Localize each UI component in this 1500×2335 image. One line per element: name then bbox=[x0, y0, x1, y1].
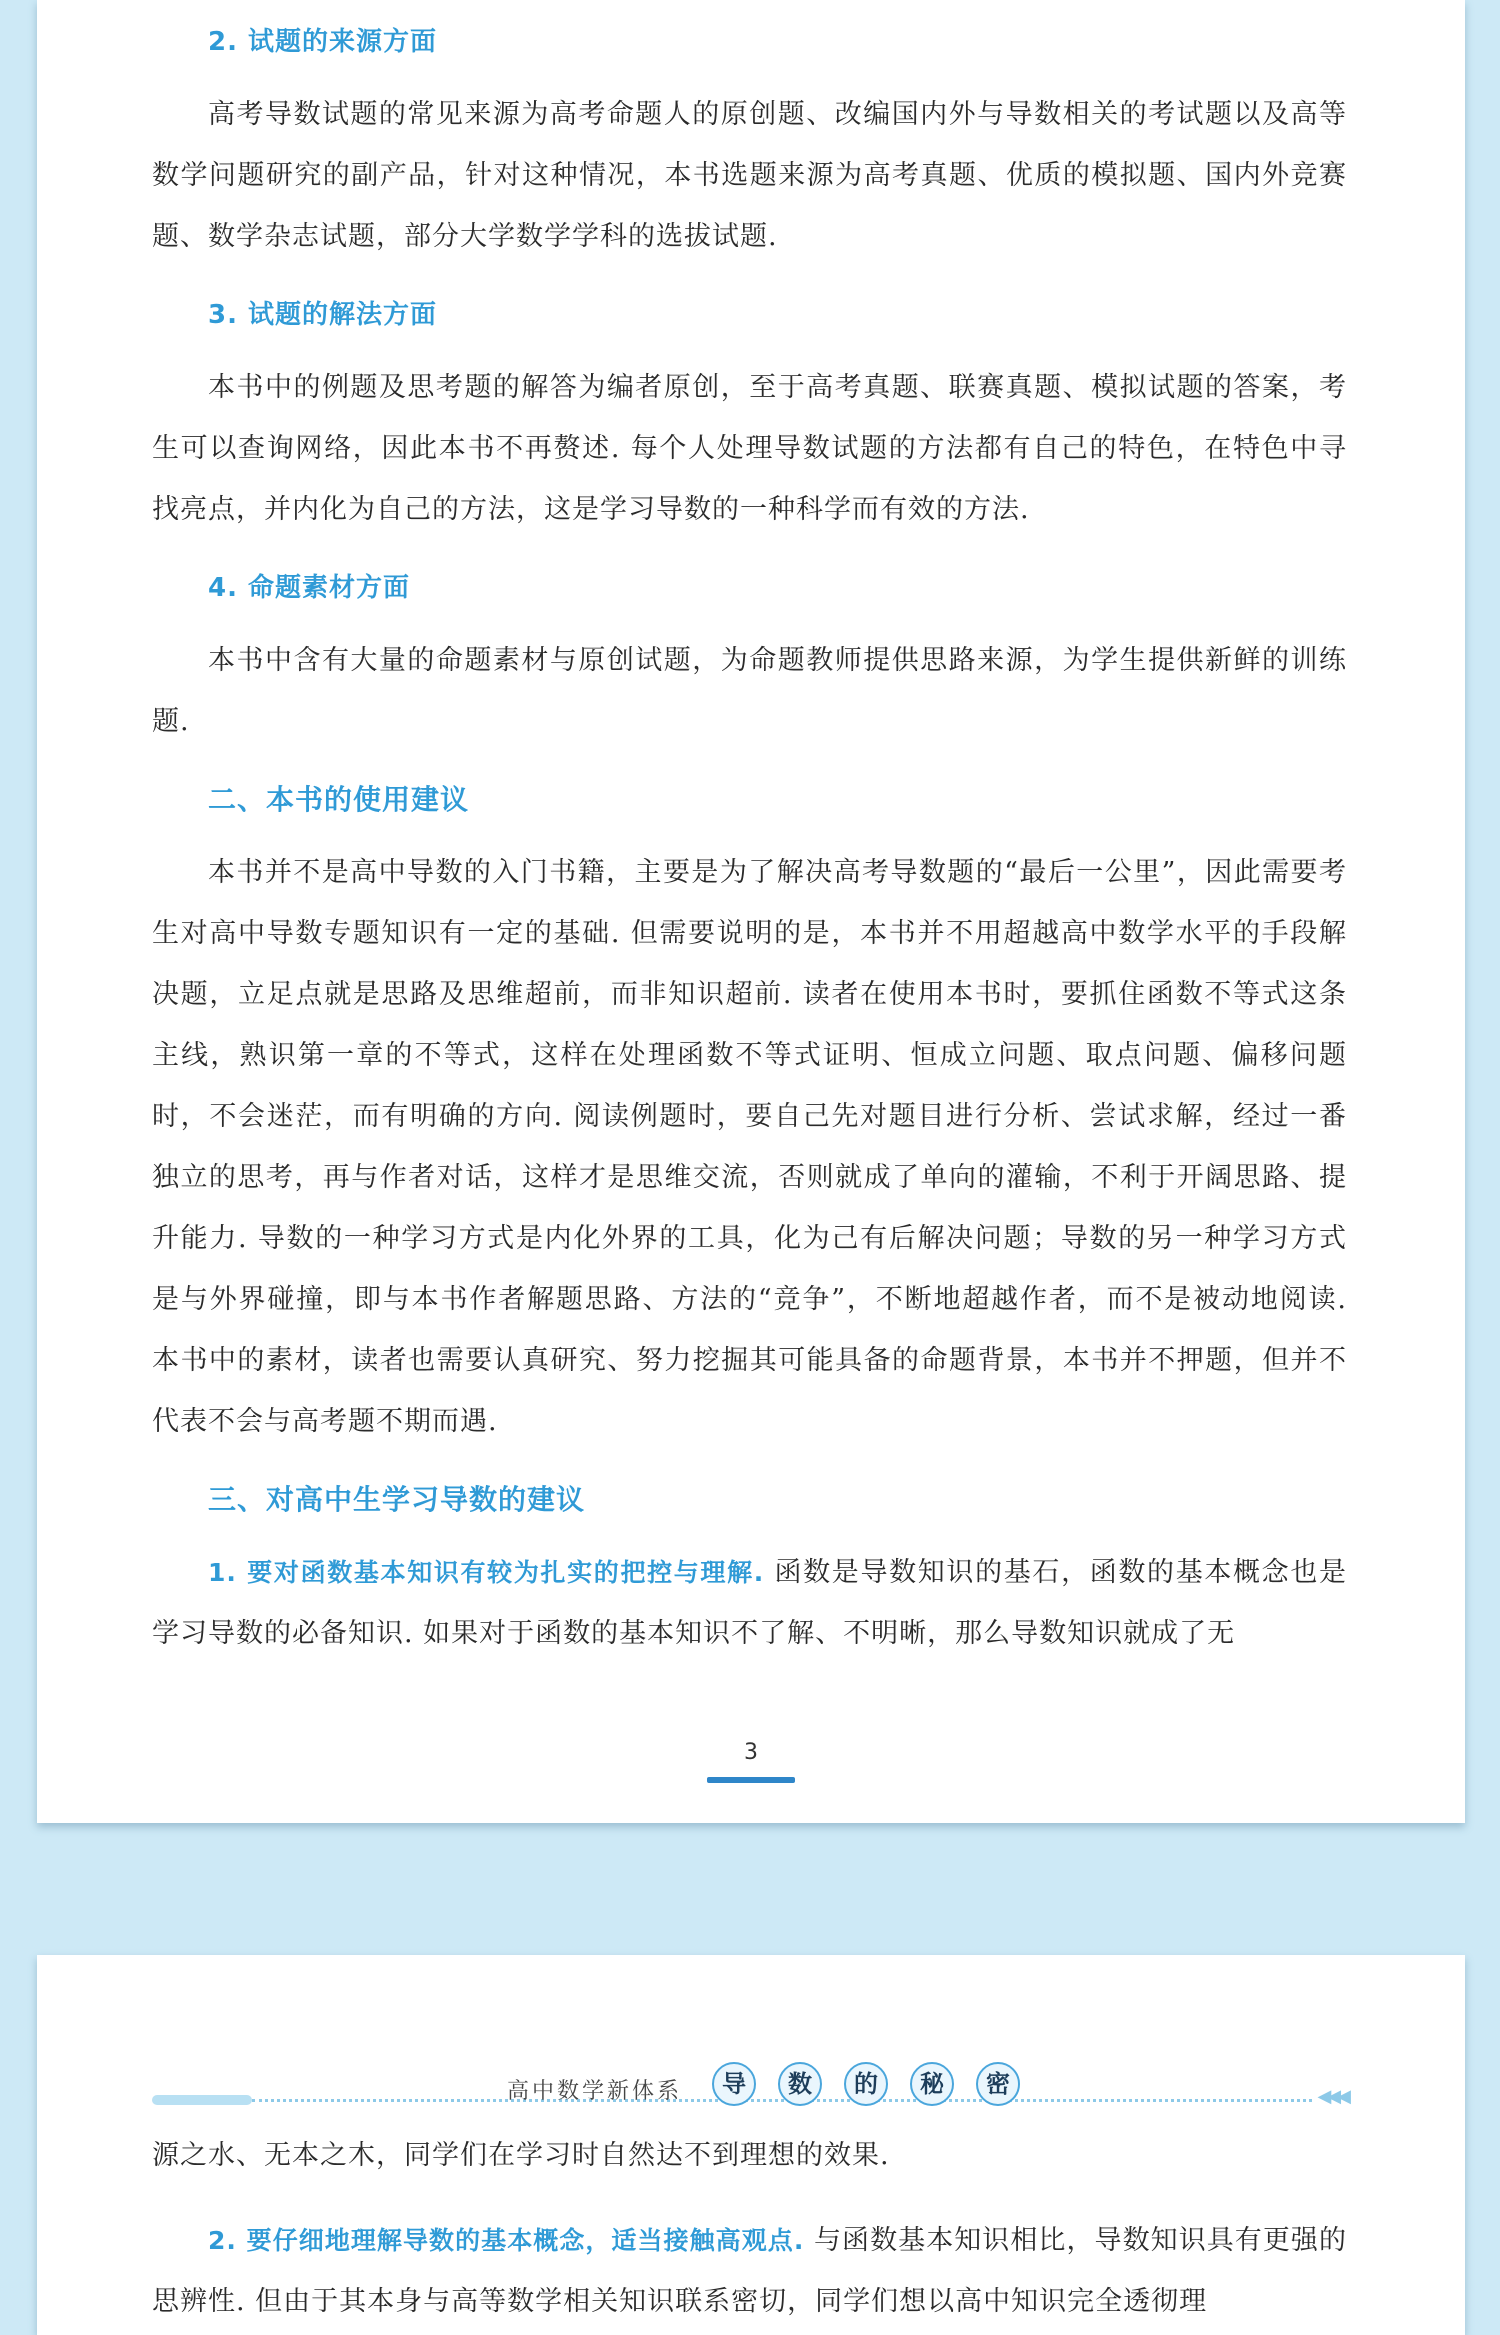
subheading-material: 4. 命题素材方面 bbox=[208, 573, 411, 603]
paragraph-source: 高考导数试题的常见来源为高考命题人的原创题、改编国内外与导数相关的考试题以及高等数学问题研究的副产品，针对这种情况，本书选题来源为高考真题、优质的模拟题、国内外竞赛题、数学杂志试题，部分大学数学学科的选拔试题. bbox=[152, 99, 1347, 252]
page-content bbox=[152, 2125, 1347, 2335]
subheading-solutions: 3. 试题的解法方面 bbox=[208, 300, 438, 330]
header-bar bbox=[152, 2095, 252, 2105]
title-char: 密 bbox=[976, 2062, 1020, 2106]
paragraph-material: 本书中含有大量的命题素材与原创试题，为命题教师提供思路来源，为学生提供新鲜的训练题. bbox=[152, 645, 1347, 737]
page-number-underline bbox=[707, 1777, 795, 1783]
page-number: 3 bbox=[744, 1740, 758, 1765]
header-arrows-icon: ◀◀◀ bbox=[1317, 2086, 1347, 2107]
title-char: 数 bbox=[778, 2062, 822, 2106]
section-heading-usage: 二、本书的使用建议 bbox=[208, 783, 470, 816]
subheading-source: 2. 试题的来源方面 bbox=[208, 27, 438, 57]
title-char: 导 bbox=[712, 2062, 756, 2106]
highlight-text: 1. 要对函数基本知识有较为扎实的把控与理解. bbox=[208, 1558, 765, 1587]
page-content bbox=[152, 18, 1347, 1688]
paragraph-advice-2 bbox=[152, 2210, 1347, 2332]
paragraph-continuation: 源之水、无本之木，同学们在学习时自然达不到理想的效果. bbox=[152, 2140, 890, 2171]
title-char: 的 bbox=[844, 2062, 888, 2106]
running-header bbox=[152, 2050, 1347, 2107]
book-page-3 bbox=[37, 0, 1465, 1823]
paragraph-text: 函数是导数知识的基石，函数的基本概念也是学习导数的必备知识. 如果对于函数的基本知识不了解、不明晰，那么导数知识就成了无 bbox=[152, 1557, 1347, 1649]
paragraph-advice-1 bbox=[152, 1542, 1347, 1664]
highlight-text: 2. 要仔细地理解导数的基本概念，适当接触高观点. bbox=[208, 2226, 805, 2255]
series-title: 高中数学新体系 bbox=[507, 2079, 683, 2104]
section-heading-advice: 三、对高中生学习导数的建议 bbox=[208, 1483, 586, 1516]
paragraph-text: 与函数基本知识相比，导数知识具有更强的思辨性. 但由于其本身与高等数学相关知识联系密切，同学们想以高中知识完全透彻理 bbox=[152, 2225, 1347, 2317]
paragraph-solutions: 本书中的例题及思考题的解答为编者原创，至于高考真题、联赛真题、模拟试题的答案，考生可以查询网络，因此本书不再赘述. 每个人处理导数试题的方法都有自己的特色，在特色中寻找亮点，并内化为自己的方法，这是学习导数的一种科学而有效的方法. bbox=[152, 372, 1347, 525]
title-char: 秘 bbox=[910, 2062, 954, 2106]
book-page-4 bbox=[37, 1955, 1465, 2335]
book-title bbox=[712, 2062, 1020, 2106]
paragraph-usage: 本书并不是高中导数的入门书籍，主要是为了解决高考导数题的“最后一公里”，因此需要考生对高中导数专题知识有一定的基础. 但需要说明的是，本书并不用超越高中数学水平的手段解决题，立足点就是思路及思维超前，而非知识超前. 读者在使用本书时，要抓住函数不等式这条主线，熟识第一章的不等式，这样在处理函数不等式证明、恒成立问题、取点问题、偏移问题时，不会迷茫，而有明确的方向. 阅读例题时，要自己先对题目进行分析、尝试求解，经过一番独立的思考，再与作者对话，这样才是思维交流，否则就成了单向的灌输，不利于开阔思路、提升能力. 导数的一种学习方式是内化外界的工具，化为己有后解决问题；导数的另一种学习方式是与外界碰撞，即与本书作者解题思路、方法的“竞争”，不断地超越作者，而不是被动地阅读. 本书中的素材，读者也需要认真研究、努力挖掘其可能具备的命题背景，本书并不押题，但并不代表不会与高考题不期而遇. bbox=[152, 857, 1347, 1437]
